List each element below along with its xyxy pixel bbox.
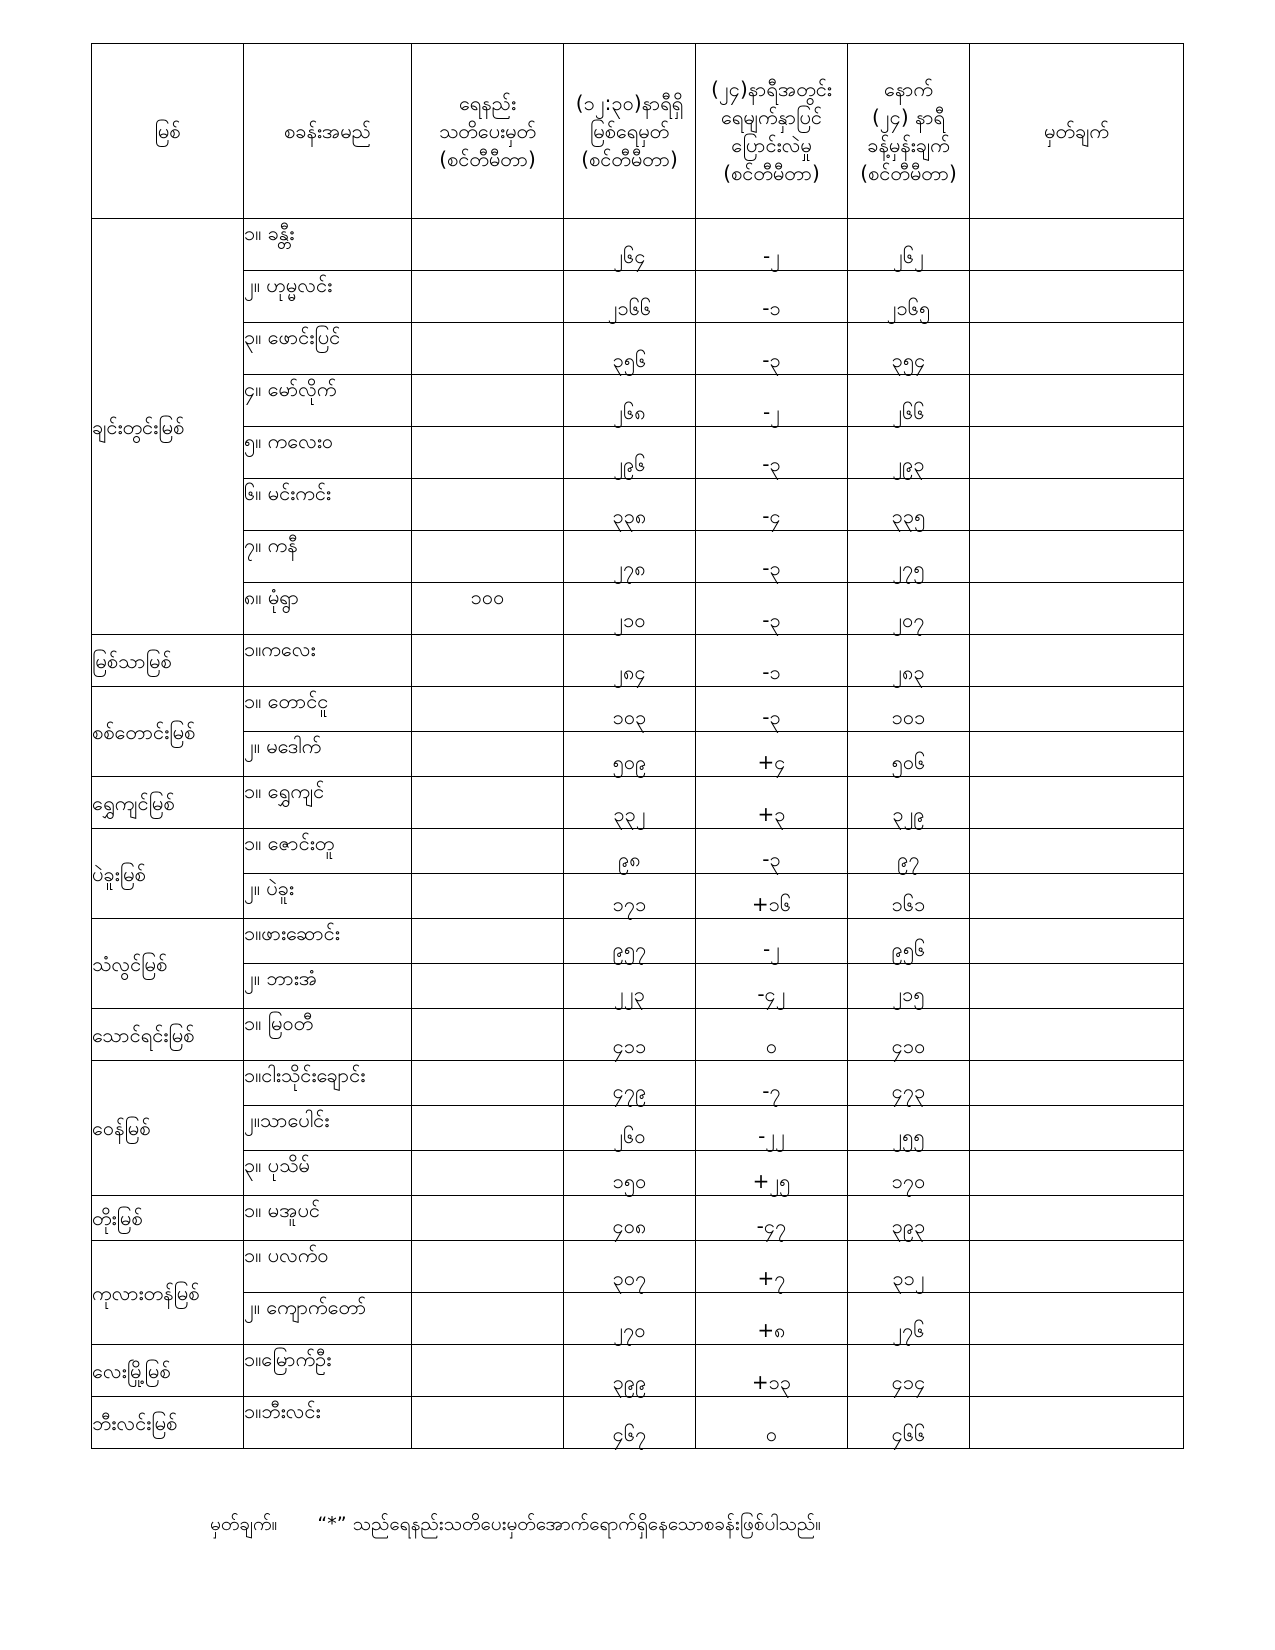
station-cell: ၁။ ခန္တီး bbox=[244, 219, 412, 271]
observed-cell: ၂၁၆၆ bbox=[564, 271, 696, 323]
forecast-cell: ၁၇၀ bbox=[848, 1151, 970, 1196]
forecast-cell: ၂၉၃ bbox=[848, 427, 970, 479]
alert-cell bbox=[412, 874, 564, 919]
footnote bbox=[210, 1512, 821, 1540]
table-row bbox=[92, 1009, 1184, 1061]
observed-cell: ၃၉၉ bbox=[564, 1345, 696, 1397]
table-row bbox=[92, 964, 1184, 1009]
station-cell: ၁။ငါးသိုင်းချောင်း bbox=[244, 1061, 412, 1106]
table-row bbox=[92, 1397, 1184, 1449]
remark-cell bbox=[970, 1151, 1184, 1196]
observed-cell: ၂၇၈ bbox=[564, 531, 696, 583]
alert-cell bbox=[412, 1009, 564, 1061]
station-cell: ၇။ ကနီ bbox=[244, 531, 412, 583]
table-row bbox=[92, 1061, 1184, 1106]
station-cell: ၂။သာပေါင်း bbox=[244, 1106, 412, 1151]
change-cell: -၂၂ bbox=[696, 1106, 848, 1151]
alert-cell bbox=[412, 1106, 564, 1151]
river-name-cell: ဝေန်မြစ် bbox=[92, 1061, 244, 1196]
observed-cell: ၅၀၉ bbox=[564, 732, 696, 777]
table-row bbox=[92, 1293, 1184, 1345]
remark-cell bbox=[970, 271, 1184, 323]
remark-cell bbox=[970, 583, 1184, 635]
table-row bbox=[92, 271, 1184, 323]
observed-cell: ၃၃၈ bbox=[564, 479, 696, 531]
change-cell: +၇ bbox=[696, 1241, 848, 1293]
header-change: (၂၄)နာရီအတွင်း ရေမျက်နှာပြင် ပြောင်းလဲမှု (စင်တီမီတာ) bbox=[696, 44, 848, 219]
change-cell: +၈ bbox=[696, 1293, 848, 1345]
change-cell: -၁ bbox=[696, 635, 848, 687]
station-cell: ၁။ တောင်ငူ bbox=[244, 687, 412, 732]
table-row bbox=[92, 1241, 1184, 1293]
river-name-cell: သောင်ရင်းမြစ် bbox=[92, 1009, 244, 1061]
station-cell: ၂။ ပဲခူး bbox=[244, 874, 412, 919]
remark-cell bbox=[970, 964, 1184, 1009]
alert-cell bbox=[412, 964, 564, 1009]
alert-cell bbox=[412, 323, 564, 375]
forecast-cell: ၄၆၆ bbox=[848, 1397, 970, 1449]
footnote-label: မှတ်ချက်။ bbox=[210, 1513, 278, 1535]
alert-cell bbox=[412, 427, 564, 479]
observed-cell: ၃၀၇ bbox=[564, 1241, 696, 1293]
observed-cell: ၁၅၀ bbox=[564, 1151, 696, 1196]
alert-cell bbox=[412, 271, 564, 323]
forecast-cell: ၂၀၇ bbox=[848, 583, 970, 635]
forecast-cell: ၂၇၆ bbox=[848, 1293, 970, 1345]
alert-cell bbox=[412, 732, 564, 777]
alert-cell bbox=[412, 1293, 564, 1345]
table-body bbox=[92, 219, 1184, 1449]
change-cell: -၃ bbox=[696, 583, 848, 635]
observed-cell: ၂၆၈ bbox=[564, 375, 696, 427]
station-cell: ၁။ ပလက်ဝ bbox=[244, 1241, 412, 1293]
remark-cell bbox=[970, 732, 1184, 777]
station-cell: ၂။ မဒေါက် bbox=[244, 732, 412, 777]
station-cell: ၁။ ဇောင်းတူ bbox=[244, 829, 412, 874]
river-name-cell: တိုးမြစ် bbox=[92, 1196, 244, 1241]
observed-cell: ၃၃၂ bbox=[564, 777, 696, 829]
remark-cell bbox=[970, 874, 1184, 919]
alert-cell bbox=[412, 687, 564, 732]
observed-cell: ၂၇၀ bbox=[564, 1293, 696, 1345]
remark-cell bbox=[970, 1345, 1184, 1397]
remark-cell bbox=[970, 1106, 1184, 1151]
observed-cell: ၉၅၇ bbox=[564, 919, 696, 964]
header-remark: မှတ်ချက် bbox=[970, 44, 1184, 219]
change-cell: -၄ bbox=[696, 479, 848, 531]
header-row bbox=[92, 44, 1184, 219]
table-row bbox=[92, 583, 1184, 635]
alert-cell bbox=[412, 375, 564, 427]
station-cell: ၁။ကလေး bbox=[244, 635, 412, 687]
observed-cell: ၂၁၀ bbox=[564, 583, 696, 635]
station-cell: ၁။ မြဝတီ bbox=[244, 1009, 412, 1061]
forecast-cell: ၁၀၁ bbox=[848, 687, 970, 732]
alert-cell bbox=[412, 531, 564, 583]
change-cell: ၀ bbox=[696, 1009, 848, 1061]
river-name-cell: ရွှေကျင်မြစ် bbox=[92, 777, 244, 829]
header-observed: (၁၂:၃၀)နာရီရှိ မြစ်ရေမှတ် (စင်တီမီတာ) bbox=[564, 44, 696, 219]
observed-cell: ၂၈၄ bbox=[564, 635, 696, 687]
forecast-cell: ၂၁၆၅ bbox=[848, 271, 970, 323]
forecast-cell: ၂၇၅ bbox=[848, 531, 970, 583]
alert-cell bbox=[412, 635, 564, 687]
table-row bbox=[92, 777, 1184, 829]
station-cell: ၆။ မင်းကင်း bbox=[244, 479, 412, 531]
alert-cell: ၁၀၀ bbox=[412, 583, 564, 635]
station-cell: ၅။ ကလေးဝ bbox=[244, 427, 412, 479]
change-cell: +၄ bbox=[696, 732, 848, 777]
table-row bbox=[92, 829, 1184, 874]
remark-cell bbox=[970, 1397, 1184, 1449]
station-cell: ၂။ ဟုမ္မလင်း bbox=[244, 271, 412, 323]
header-forecast: နောက် (၂၄) နာရီ ခန့်မှန်းချက် (စင်တီမီတာ) bbox=[848, 44, 970, 219]
observed-cell: ၄၆၇ bbox=[564, 1397, 696, 1449]
station-cell: ၁။ မအူပင် bbox=[244, 1196, 412, 1241]
header-station: စခန်းအမည် bbox=[244, 44, 412, 219]
remark-cell bbox=[970, 1241, 1184, 1293]
river-name-cell: ဘီးလင်းမြစ် bbox=[92, 1397, 244, 1449]
table-row bbox=[92, 479, 1184, 531]
change-cell: ၀ bbox=[696, 1397, 848, 1449]
forecast-cell: ၄၇၃ bbox=[848, 1061, 970, 1106]
change-cell: +၁၆ bbox=[696, 874, 848, 919]
station-cell: ၃။ ဖောင်းပြင် bbox=[244, 323, 412, 375]
station-cell: ၂။ ကျောက်တော် bbox=[244, 1293, 412, 1345]
change-cell: +၁၃ bbox=[696, 1345, 848, 1397]
remark-cell bbox=[970, 427, 1184, 479]
change-cell: -၃ bbox=[696, 829, 848, 874]
table-row bbox=[92, 1106, 1184, 1151]
table-row bbox=[92, 427, 1184, 479]
alert-cell bbox=[412, 1061, 564, 1106]
forecast-cell: ၉၇ bbox=[848, 829, 970, 874]
change-cell: -၃ bbox=[696, 687, 848, 732]
river-name-cell: သံလွင်မြစ် bbox=[92, 919, 244, 1009]
remark-cell bbox=[970, 531, 1184, 583]
alert-cell bbox=[412, 219, 564, 271]
station-cell: ၈။ မုံရွာ bbox=[244, 583, 412, 635]
forecast-cell: ၄၁၄ bbox=[848, 1345, 970, 1397]
alert-cell bbox=[412, 1345, 564, 1397]
observed-cell: ၂၉၆ bbox=[564, 427, 696, 479]
forecast-cell: ၁၆၁ bbox=[848, 874, 970, 919]
remark-cell bbox=[970, 1009, 1184, 1061]
table-row bbox=[92, 874, 1184, 919]
alert-cell bbox=[412, 1397, 564, 1449]
table-row bbox=[92, 531, 1184, 583]
footnote-text: “*” သည်ရေနည်းသတိပေးမှတ်အောက်ရောက်ရှိနေသောစခန်းဖြစ်ပါသည်။ bbox=[317, 1513, 822, 1535]
change-cell: -၄၂ bbox=[696, 964, 848, 1009]
observed-cell: ၄၇၉ bbox=[564, 1061, 696, 1106]
observed-cell: ၂၂၃ bbox=[564, 964, 696, 1009]
alert-cell bbox=[412, 919, 564, 964]
table-row bbox=[92, 323, 1184, 375]
river-name-cell: ပဲခူးမြစ် bbox=[92, 829, 244, 919]
change-cell: +၃ bbox=[696, 777, 848, 829]
remark-cell bbox=[970, 1196, 1184, 1241]
table-row bbox=[92, 635, 1184, 687]
table-row bbox=[92, 919, 1184, 964]
remark-cell bbox=[970, 635, 1184, 687]
table-row bbox=[92, 732, 1184, 777]
river-name-cell: စစ်တောင်းမြစ် bbox=[92, 687, 244, 777]
remark-cell bbox=[970, 219, 1184, 271]
station-cell: ၁။မြောက်ဦး bbox=[244, 1345, 412, 1397]
observed-cell: ၃၅၆ bbox=[564, 323, 696, 375]
table-row bbox=[92, 687, 1184, 732]
header-river: မြစ် bbox=[92, 44, 244, 219]
alert-cell bbox=[412, 479, 564, 531]
river-name-cell: လေးမြို့မြစ် bbox=[92, 1345, 244, 1397]
table-row bbox=[92, 1345, 1184, 1397]
remark-cell bbox=[970, 479, 1184, 531]
river-name-cell: မြစ်သာမြစ် bbox=[92, 635, 244, 687]
forecast-cell: ၃၂၉ bbox=[848, 777, 970, 829]
river-name-cell: ကုလားတန်မြစ် bbox=[92, 1241, 244, 1345]
observed-cell: ၁၇၁ bbox=[564, 874, 696, 919]
remark-cell bbox=[970, 1061, 1184, 1106]
remark-cell bbox=[970, 919, 1184, 964]
alert-cell bbox=[412, 1241, 564, 1293]
change-cell: -၇ bbox=[696, 1061, 848, 1106]
alert-cell bbox=[412, 1196, 564, 1241]
station-cell: ၄။ မော်လိုက် bbox=[244, 375, 412, 427]
observed-cell: ၉၈ bbox=[564, 829, 696, 874]
observed-cell: ၄၁၁ bbox=[564, 1009, 696, 1061]
forecast-cell: ၂၅၅ bbox=[848, 1106, 970, 1151]
alert-cell bbox=[412, 829, 564, 874]
remark-cell bbox=[970, 1293, 1184, 1345]
forecast-cell: ၃၃၅ bbox=[848, 479, 970, 531]
river-name-cell: ချင်းတွင်းမြစ် bbox=[92, 219, 244, 635]
table-row bbox=[92, 219, 1184, 271]
change-cell: -၂ bbox=[696, 375, 848, 427]
forecast-cell: ၂၈၃ bbox=[848, 635, 970, 687]
observed-cell: ၂၆၀ bbox=[564, 1106, 696, 1151]
station-cell: ၁။ဖားဆောင်း bbox=[244, 919, 412, 964]
change-cell: -၁ bbox=[696, 271, 848, 323]
change-cell: -၂ bbox=[696, 919, 848, 964]
forecast-cell: ၅၀၆ bbox=[848, 732, 970, 777]
forecast-cell: ၂၁၅ bbox=[848, 964, 970, 1009]
change-cell: +၂၅ bbox=[696, 1151, 848, 1196]
forecast-cell: ၂၆၂ bbox=[848, 219, 970, 271]
alert-cell bbox=[412, 777, 564, 829]
alert-cell bbox=[412, 1151, 564, 1196]
table-row bbox=[92, 1196, 1184, 1241]
forecast-cell: ၉၅၆ bbox=[848, 919, 970, 964]
change-cell: -၂ bbox=[696, 219, 848, 271]
station-cell: ၁။ဘီးလင်း bbox=[244, 1397, 412, 1449]
change-cell: -၃ bbox=[696, 427, 848, 479]
river-level-table bbox=[91, 43, 1184, 1449]
change-cell: -၃ bbox=[696, 531, 848, 583]
header-alert: ရေနည်း သတိပေးမှတ် (စင်တီမီတာ) bbox=[412, 44, 564, 219]
remark-cell bbox=[970, 375, 1184, 427]
remark-cell bbox=[970, 323, 1184, 375]
forecast-cell: ၄၁၀ bbox=[848, 1009, 970, 1061]
change-cell: -၃ bbox=[696, 323, 848, 375]
station-cell: ၂။ ဘားအံ bbox=[244, 964, 412, 1009]
remark-cell bbox=[970, 687, 1184, 732]
remark-cell bbox=[970, 777, 1184, 829]
forecast-cell: ၃၅၄ bbox=[848, 323, 970, 375]
forecast-cell: ၂၆၆ bbox=[848, 375, 970, 427]
observed-cell: ၂၆၄ bbox=[564, 219, 696, 271]
table-row bbox=[92, 1151, 1184, 1196]
forecast-cell: ၃၉၃ bbox=[848, 1196, 970, 1241]
observed-cell: ၄၀၈ bbox=[564, 1196, 696, 1241]
forecast-cell: ၃၁၂ bbox=[848, 1241, 970, 1293]
table-row bbox=[92, 375, 1184, 427]
change-cell: -၄၇ bbox=[696, 1196, 848, 1241]
station-cell: ၁။ ရွှေကျင် bbox=[244, 777, 412, 829]
remark-cell bbox=[970, 829, 1184, 874]
observed-cell: ၁၀၃ bbox=[564, 687, 696, 732]
station-cell: ၃။ ပုသိမ် bbox=[244, 1151, 412, 1196]
